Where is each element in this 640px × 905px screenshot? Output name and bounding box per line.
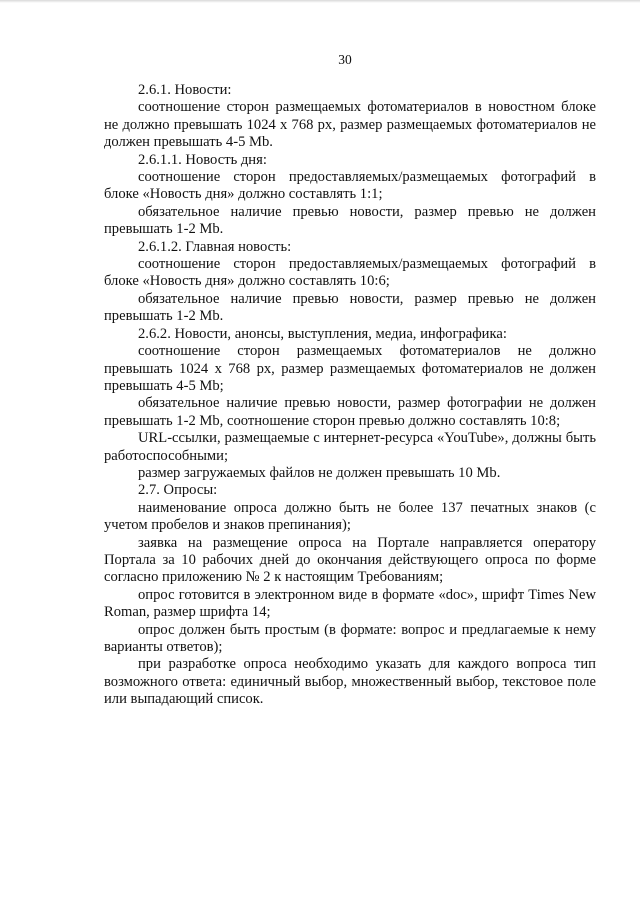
paragraph: обязательное наличие превью новости, размер превью не должен превышать 1-2 Mb. — [104, 203, 596, 238]
paragraph: размер загружаемых файлов не должен превышать 10 Mb. — [138, 464, 501, 481]
paragraph: при разработке опроса необходимо указать для каждого вопроса тип возможного ответа: единичный выбор, множественный выбор, текстовое поле или выпадающий список. — [104, 656, 596, 708]
paragraph: опрос готовится в электронном виде в формате «doc», шрифт Times New Roman, размер шрифта 14; — [104, 586, 596, 621]
heading-2-6-1-2: 2.6.1.2. Главная новость: — [138, 238, 292, 255]
paragraph: соотношение сторон предоставляемых/размещаемых фотографий в блоке «Новость дня» должно составлять 1:1; — [104, 169, 596, 203]
paragraph: заявка на размещение опроса на Портале направляется оператору Портала за 10 рабочих дней до окончания действующего опроса по форме согласно приложению № 2 к настоящим Требованиям; — [104, 534, 596, 586]
heading-2-6-1: 2.6.1. Новости: — [138, 82, 232, 98]
paragraph: наименование опроса должно быть не более 137 печатных знаков (с учетом пробелов и знаков препинания); — [104, 499, 596, 534]
heading-2-6-1-1: 2.6.1.1. Новость дня: — [138, 151, 267, 168]
paragraph: соотношение сторон размещаемых фотоматериалов не должно превышать 1024 x 768 px, размер размещаемых фотоматериалов не должен превышать 4-5 Mb; — [104, 343, 596, 394]
heading-2-6-2: 2.6.2. Новости, анонсы, выступления, медиа, инфографика: — [138, 325, 507, 342]
page-number: 30 — [338, 52, 352, 67]
paragraph: соотношение сторон размещаемых фотоматериалов в новостном блоке не должно превышать 1024 x 768 px, размер размещаемых фотоматериалов не должен превышать 4-5 Mb. — [104, 99, 596, 151]
paragraph: опрос должен быть простым (в формате: вопрос и предлагаемые к нему варианты ответов); — [104, 621, 596, 655]
heading-2-7: 2.7. Опросы: — [138, 482, 218, 499]
paragraph: обязательное наличие превью новости, размер фотографии не должен превышать 1-2 Mb, соотношение сторон превью должно составлять 10:8; — [104, 395, 596, 429]
document-body — [104, 82, 596, 709]
scan-edge — [0, 0, 640, 3]
paragraph: обязательное наличие превью новости, размер превью не должен превышать 1-2 Mb. — [104, 290, 596, 325]
paragraph: URL-ссылки, размещаемые с интернет-ресурса «YouTube», должны быть работоспособными; — [104, 430, 596, 464]
paragraph: соотношение сторон предоставляемых/размещаемых фотографий в блоке «Новость дня» должно составлять 10:6; — [104, 256, 596, 290]
